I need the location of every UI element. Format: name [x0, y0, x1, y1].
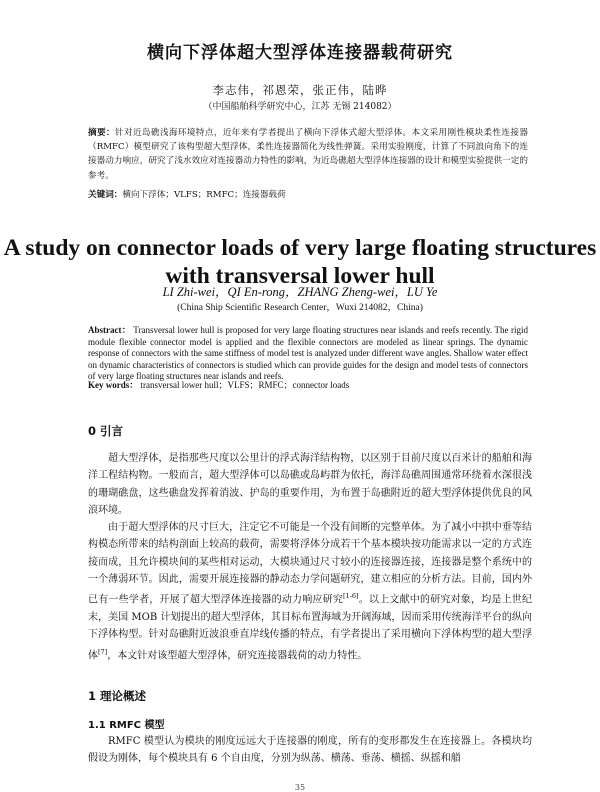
chinese-keywords-text: 横向下浮体；VLFS；RMFC；连接器载荷: [122, 190, 286, 200]
english-keywords: [88, 378, 528, 391]
chinese-abstract: [88, 126, 528, 183]
chinese-keywords-label: 关键词：: [88, 190, 123, 200]
chinese-title: 横向下浮体超大型浮体连接器载荷研究: [147, 43, 453, 63]
chinese-abstract-label: 摘要：: [88, 128, 115, 138]
section-0-body: [88, 450, 532, 664]
section-0-paragraph-1: 超大型浮体，是指那些尺度以公里计的浮式海洋结构物，以区别于目前尺度以百米计的船舶和海洋工程结构物。一般而言，超大型浮体可以岛礁或岛屿群为依托，海洋岛礁周围通常环绕着水深很浅的珊瑚礁盘，这些礁盘发挥着消波、护岛的重要作用，为布置于岛礁附近的超大型浮体提供优良的风浪环境。: [88, 453, 532, 516]
section-0-paragraph-2-part-b: 。以上文献中的研究对象，均是上世纪末，美国 MOB 计划提出的超大型浮体，其目标布置海域为开阔海域，因而采用传统海洋平台的纵向下浮体构型。针对岛礁附近波浪垂直岸线传播的特点，有学者提出了采用横向下浮体构型的超大型浮体: [88, 594, 532, 661]
citation-1: [1-6]: [343, 592, 359, 601]
english-authors: LI Zhi-wei，QI En-rong，ZHANG Zheng-wei，LU Ye: [162, 285, 438, 299]
chinese-affiliation: （中国船舶科学研究中心，江苏 无锡 214082）: [203, 102, 397, 112]
section-0-heading: 0 引言: [88, 424, 124, 438]
chinese-authors: 李志伟，祁恩荣，张正伟，陆晔: [212, 83, 388, 97]
english-keywords-text: transversal lower hull；VLFS；RMFC；connector loads: [140, 380, 350, 390]
english-abstract-text: Transversal lower hull is proposed for very large floating structures near islands and reefs recently. The rigid module flexible connector model is applied and the flexible connectors are modeled as linear springs. The dynamic response of connectors with the same stiffness of model test is analyzed under different wave angles. Shallow water effect on dynamic characteristics of connectors is studied which can provide guides for the design and model tests of connectors of very large floating structures near islands and reefs.: [88, 325, 528, 381]
section-1-body: [88, 733, 532, 768]
english-title: A study on connector loads of very large floating structures with transversal lower hull: [3, 235, 597, 289]
section-0-paragraph-2: [88, 519, 532, 664]
section-1-heading: 1 理论概述: [88, 689, 147, 703]
english-affiliation: (China Ship Scientific Research Center，Wuxi 214082，China): [177, 303, 423, 313]
chinese-abstract-text: 针对近岛礁浅海环境特点，近年来有学者提出了横向下浮体式超大型浮体。本文采用刚性模块柔性连接器（RMFC）模型研究了该构型超大型浮体，柔性连接器简化为线性弹簧。采用实验刚度，计算了不同浪向角下的连接器动力响应，研究了浅水效应对连接器动力特性的影响，为近岛礁超大型浮体连接器的设计和模型实验提供一定的参考。: [88, 128, 528, 181]
english-keywords-label: Key words：: [88, 380, 139, 390]
citation-2: [7]: [98, 647, 108, 656]
section-0-paragraph-2-part-c: ，本文针对该型超大型浮体，研究连接器载荷的动力特性。: [107, 649, 368, 661]
english-abstract: [88, 325, 528, 383]
page-number: 35: [294, 783, 306, 792]
section-1-paragraph-1: RMFC 模型认为模块的刚度远远大于连接器的刚度，所有的变形都发生在连接器上。各模块均假设为刚体，每个模块具有 6 个自由度，分别为纵荡、横荡、垂荡、横摇、纵摇和艏: [88, 736, 532, 765]
chinese-keywords: [88, 188, 528, 200]
section-0-paragraph-2-part-a: 由于超大型浮体的尺寸巨大，注定它不可能是一个没有间断的完整单体。为了减小中拱中垂等结构模态所带来的结构剖面上较高的载荷，需要将浮体分成若干个基本模块按功能需求以一定的方式连接而成，且允许模块间的某些相对运动，大模块通过尺寸较小的连接器连接，连接器是整个系统中的一个薄弱环节。因此，需要开展连接器的静动态力学问题研究，建立相应的分析方法。目前，国内外已有一些学者，开展了超大型浮体连接器的动力响应研究: [88, 522, 532, 606]
section-1-1-heading: 1.1 RMFC 模型: [88, 720, 165, 731]
english-abstract-label: Abstract：: [88, 325, 131, 335]
